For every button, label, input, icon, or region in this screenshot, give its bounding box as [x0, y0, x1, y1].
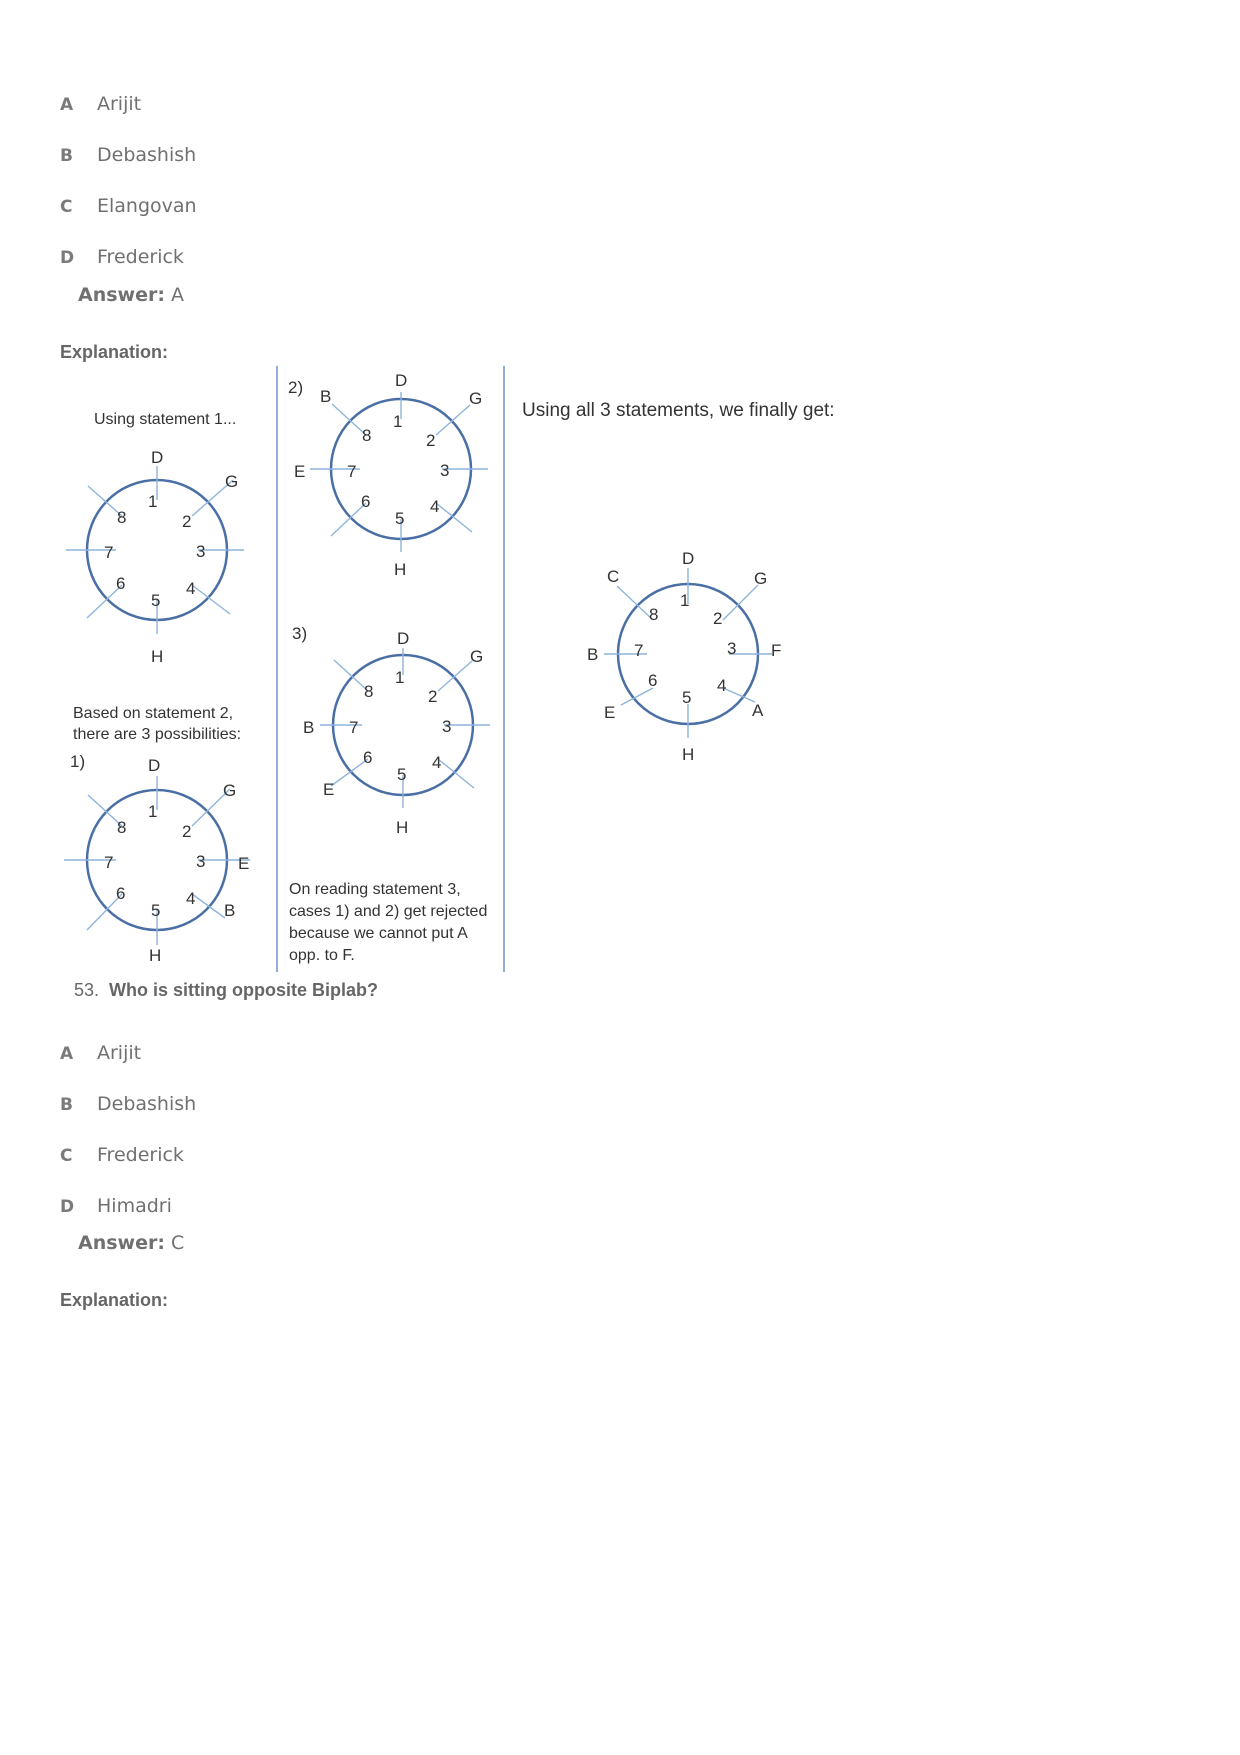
q53-option-a[interactable]: A Arijit	[60, 1042, 142, 1064]
seat-label-g: G	[223, 781, 237, 800]
circle-case2	[294, 371, 488, 579]
seat-number-1: 1	[393, 412, 403, 431]
seat-label-e: E	[238, 854, 250, 873]
seat-number-6: 6	[116, 884, 126, 903]
seat-label-d: D	[148, 756, 161, 775]
seat-number-8: 8	[649, 605, 659, 624]
seat-number-4: 4	[186, 579, 196, 598]
seat-number-7: 7	[104, 543, 114, 562]
circle-case3	[303, 629, 490, 837]
case2-label: 2)	[288, 378, 304, 397]
seat-number-7: 7	[104, 853, 114, 872]
statement2-caption-line2: there are 3 possibilities:	[73, 726, 242, 743]
case1-label: 1)	[70, 752, 86, 771]
q52-option-a[interactable]: A Arijit	[60, 93, 142, 115]
q53-option-d[interactable]: D Himadri	[60, 1195, 172, 1217]
seat-label-b: B	[303, 718, 315, 737]
q53-answer-value: C	[171, 1232, 185, 1254]
seat-number-1: 1	[680, 591, 690, 610]
seat-number-3: 3	[727, 639, 737, 658]
q53-option-a-text: Arijit	[97, 1042, 142, 1064]
rejection-line-1: On reading statement 3,	[289, 881, 461, 898]
seat-label-a: A	[752, 701, 764, 720]
seat-number-2: 2	[713, 609, 723, 628]
q52-option-d-text: Frederick	[97, 246, 184, 268]
seat-number-5: 5	[151, 901, 161, 920]
q52-answer-value: A	[171, 284, 184, 306]
seat-label-g: G	[225, 472, 239, 491]
seat-number-3: 3	[196, 852, 206, 871]
seat-label-g: G	[754, 569, 768, 588]
seat-label-d: D	[682, 549, 695, 568]
seat-label-c: C	[607, 567, 620, 586]
seat-number-3: 3	[196, 542, 206, 561]
q53-option-c-text: Frederick	[97, 1144, 184, 1166]
seat-number-5: 5	[397, 765, 407, 784]
q52-option-a-text: Arijit	[97, 93, 142, 115]
seat-number-7: 7	[349, 718, 359, 737]
seat-number-8: 8	[362, 426, 372, 445]
q52-option-b-text: Debashish	[97, 144, 197, 166]
q52-option-c[interactable]: C Elangovan	[60, 195, 197, 217]
circle-case1	[64, 756, 250, 965]
rejection-line-2: cases 1) and 2) get rejected	[289, 903, 488, 920]
q53-question	[74, 980, 378, 1001]
seat-number-6: 6	[361, 492, 371, 511]
circle-final	[587, 549, 781, 764]
seat-label-d: D	[151, 448, 164, 467]
seat-label-e: E	[323, 780, 335, 799]
seat-number-1: 1	[148, 802, 158, 821]
q53-option-d-text: Himadri	[97, 1195, 172, 1217]
seat-number-6: 6	[363, 748, 373, 767]
seat-number-3: 3	[440, 461, 450, 480]
seat-number-4: 4	[432, 753, 442, 772]
seat-number-1: 1	[395, 668, 405, 687]
seat-number-3: 3	[442, 717, 452, 736]
seat-number-5: 5	[682, 688, 692, 707]
final-caption: Using all 3 statements, we finally get:	[522, 400, 835, 421]
q52-option-d[interactable]: D Frederick	[60, 246, 184, 268]
q53-option-b-text: Debashish	[97, 1093, 197, 1115]
seat-label-h: H	[682, 745, 695, 764]
seat-label-e: E	[294, 462, 306, 481]
seat-label-g: G	[470, 647, 484, 666]
rejection-line-4: opp. to F.	[289, 947, 355, 964]
seat-label-b: B	[587, 645, 599, 664]
q53-option-b[interactable]: B Debashish	[60, 1093, 197, 1115]
seat-label-d: D	[395, 371, 408, 390]
seat-label-b: B	[320, 387, 332, 406]
q53-option-c[interactable]: C Frederick	[60, 1144, 184, 1166]
seat-number-2: 2	[426, 431, 436, 450]
seat-number-7: 7	[634, 641, 644, 660]
seat-label-b: B	[224, 901, 236, 920]
seat-number-6: 6	[116, 574, 126, 593]
seat-label-d: D	[397, 629, 410, 648]
q53-answer: Answer: C	[78, 1232, 185, 1254]
seat-number-6: 6	[648, 671, 658, 690]
seat-number-4: 4	[717, 676, 727, 695]
q53-text: Who is sitting opposite Biplab?	[109, 980, 379, 1000]
statement1-caption: Using statement 1...	[94, 411, 237, 428]
q52-explanation-label: Explanation:	[60, 342, 169, 362]
seat-number-5: 5	[151, 591, 161, 610]
seat-label-h: H	[396, 818, 409, 837]
seat-label-e: E	[604, 703, 616, 722]
q52-answer: Answer: A	[78, 284, 184, 306]
seat-number-5: 5	[395, 509, 405, 528]
q52-option-c-text: Elangovan	[97, 195, 197, 217]
seat-number-7: 7	[347, 462, 357, 481]
seat-number-2: 2	[182, 822, 192, 841]
circle-statement1	[66, 448, 244, 666]
seat-label-h: H	[151, 647, 164, 666]
q52-option-b[interactable]: B Debashish	[60, 144, 197, 166]
rejection-line-3: because we cannot put A	[289, 925, 468, 942]
case3-label: 3)	[292, 624, 308, 643]
seat-label-h: H	[394, 560, 407, 579]
seat-number-1: 1	[148, 492, 158, 511]
seat-label-g: G	[469, 389, 483, 408]
seat-number-8: 8	[117, 818, 127, 837]
q53-number: 53.	[74, 980, 100, 1000]
statement2-caption-line1: Based on statement 2,	[73, 705, 234, 722]
seat-number-4: 4	[430, 497, 440, 516]
seat-label-h: H	[149, 946, 162, 965]
q53-explanation-label: Explanation:	[60, 1290, 169, 1310]
seat-number-8: 8	[364, 682, 374, 701]
seat-number-2: 2	[182, 512, 192, 531]
seat-number-4: 4	[186, 889, 196, 908]
seat-label-f: F	[771, 641, 782, 660]
seat-number-8: 8	[117, 508, 127, 527]
seat-number-2: 2	[428, 687, 438, 706]
